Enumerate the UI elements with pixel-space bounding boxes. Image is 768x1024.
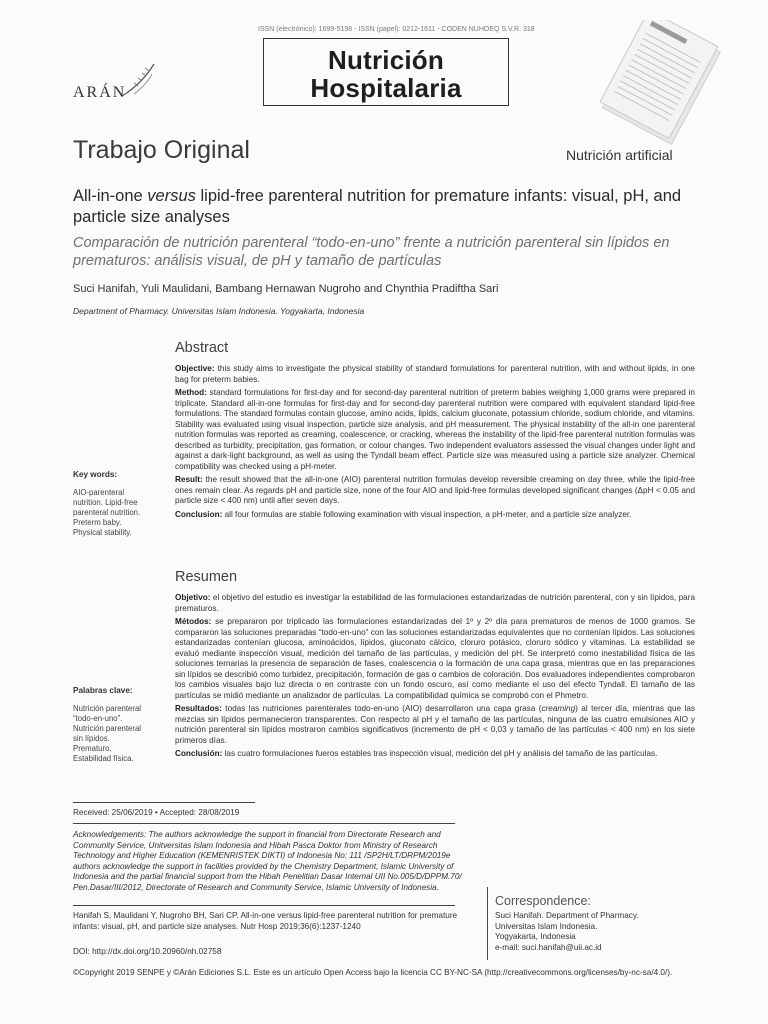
abstract-heading: Abstract: [175, 340, 229, 356]
journal-cover-image: [585, 20, 735, 150]
authors: Suci Hanifah, Yuli Maulidani, Bambang Hernawan Nugroho and Chynthia Pradiftha Sari: [73, 283, 499, 295]
correspondence-details: [495, 911, 639, 953]
correspondence-line: Universitas Islam Indonesia.: [495, 921, 598, 931]
label: Conclusion:: [175, 509, 223, 519]
label: Métodos:: [175, 617, 212, 626]
article-title-spanish: Comparación de nutrición parenteral “todo-en-uno” frente a nutrición parenteral sin lípidos en prematuros: análisis visual, de pH y tamaño de partículas: [73, 235, 670, 269]
resumen-conclusion: [175, 749, 695, 760]
title-en-part: All-in-one: [73, 187, 148, 205]
divider: [73, 802, 255, 803]
text: las cuatro formulaciones fueros estables tras inspección visual, medición del pH y análisis del tamaño de las partículas.: [222, 749, 658, 758]
text: ) al tercer día, mientras que las mezclas sin lípidos permanecieron transparentes. Con respecto al pH y el tamaño de las partículas, ninguna de las cuatro emulsiones AIO y nutrición parenteral sin lípidos mostraron cambios significativos (incremento de pH < 0,03 y tamaño de las partículas < 400 nm) en los siete primeros días.: [175, 704, 695, 745]
text: the result showed that the all-in-one (AIO) parenteral nutrition formulas develop reversible creaming on day three, while the lipid-free ones remain clear. As regards pH and particle size, none of the four AIO and lipid-free formulas developed significant changes (ΔpH < 0.05 and particle size < 400 nm) until after seven days.: [175, 475, 695, 505]
keywords-title: Key words:: [73, 470, 118, 479]
abstract-method: [175, 388, 695, 472]
title-en-part: lipid-free parenteral nutrition for premature infants: visual, pH, and particle size analyses: [73, 187, 682, 226]
doi-link[interactable]: DOI: http://dx.doi.org/10.20960/nh.02758: [73, 947, 222, 956]
copyright-notice: ©Copyright 2019 SENPE y ©Arán Ediciones S.L. Este es un artículo Open Access bajo la licencia CC BY-NC-SA (http://creativecommons.org/licenses/by-nc-sa/4.0/).: [73, 968, 673, 977]
received-accepted-dates: Received: 25/06/2019 • Accepted: 28/08/2019: [73, 808, 240, 817]
resumen-heading: Resumen: [175, 569, 238, 585]
journal-masthead: [263, 38, 509, 106]
resumen-objective: [175, 593, 695, 614]
label: Objetivo:: [175, 593, 211, 602]
title-en-emphasis: versus: [147, 187, 196, 205]
issn-line: ISSN (electrónico): 1699-5198 - ISSN (papel): 0212-1611 - CODEN NUHOEQ S.V.R. 318: [258, 26, 535, 33]
correspondence-line: Suci Hanifah. Department of Pharmacy.: [495, 911, 639, 920]
publisher-logo: ARÁN: [73, 84, 127, 101]
article-title-english: [73, 186, 713, 228]
label: Objective:: [175, 364, 215, 373]
section-label: Trabajo Original: [73, 136, 250, 164]
divider: [73, 823, 455, 824]
emphasis: creaming: [541, 704, 576, 713]
palabras-clave-title: Palabras clave:: [73, 686, 133, 695]
divider: [73, 905, 455, 906]
abstract-objective: [175, 364, 695, 385]
resumen-result: [175, 704, 695, 746]
resumen-body: [175, 593, 695, 763]
label: Method:: [175, 388, 207, 397]
affiliation: Department of Pharmacy. Universitas Islam Indonesia. Yogyakarta, Indonesia: [73, 306, 365, 316]
text: all four formulas are stable following examination with visual inspection, a pH-meter, and a particle size analyzer.: [222, 509, 632, 519]
abstract-conclusion: [175, 510, 695, 521]
keywords-list: AIO-parenteral nutrition. Lipid-free parenteral nutrition. Preterm baby. Physical stability.: [73, 488, 141, 537]
journal-title-line1: Nutrición: [328, 45, 444, 75]
text: this study aims to investigate the physical stability of standard formulations for parenteral nutrition, with and without lipids, in one bag for preterm babies.: [175, 364, 695, 384]
journal-title-line2: Hospitalaria: [310, 73, 462, 103]
text: todas las nutriciones parenterales todo-en-uno (AIO) desarrollaron una capa grasa (: [221, 704, 542, 713]
correspondence-line: Yogyakarta, Indonesia: [495, 932, 576, 941]
resumen-method: [175, 617, 695, 701]
label: Conclusión:: [175, 749, 223, 758]
palabras-clave-list: Nutrición parenteral “todo-en-uno”. Nutrición parenteral sin lípidos. Prematuro. Estabilidad física.: [73, 704, 142, 763]
label: Result:: [175, 475, 203, 484]
correspondence-title: Correspondence:: [495, 894, 591, 908]
abstract-result: [175, 475, 695, 507]
acknowledgements: Acknowledgements: The authors acknowledge the support in financial from Directorate Research and Community Service, Unitversitas Islam Indonesia and Hibah Pasca Doktor from Ministry of Research Technology and Higher Education (KEMENRISTEK DIKTI) of Indonesia No: 111 /SP2H/LT/DRPM/2019e authors acknowledge the support in facilities provided by the Chemistry Department, Islamic University of Indonesia and the partial financial support from the Hibah Penelitian Dasar Internal UII No.005/D/DPPM.70/ Pen.Dasar/III/2012, Directorate of Research and Community Service, Islamic University of Indonesia.: [73, 830, 462, 892]
label: Resultados:: [175, 704, 222, 713]
abstract-body: [175, 364, 695, 523]
citation: Hanifah S, Maulidani Y, Nugroho BH, Sari CP. All-in-one versus lipid-free parenteral nutrition for premature infants: visual, pH, and particle size analyses. Nutr Hosp 2019;36(6):1237-1240: [73, 911, 458, 931]
category-label: Nutrición artificial: [566, 147, 673, 163]
text: se prepararon por triplicado las formulaciones estandarizadas del 1º y 2º día para prematuros de menos de 1000 gramos. Se compararon las soluciones preparadas “todo-en-uno” con las soluciones estandarizadas equivalentes que no contenían lípidos. Las soluciones estandarizadas contenían glucosa, aminoácidos, lípidos, gluconato cálcico, cloruro potásico, cloruro sódico y vitaminas. La estabilidad se evaluó mediante inspección visual, medición del tamaño de las partículas, y medición del pH. Se interpretó como inestabilidad física de las soluciones ternarias la presencia de separación de fases, coalescencia o la formación de una capa grasa, mientras que en las preparaciones sin lípidos se describió como turbidez, precipitación, formación de gas o cambios de coloración. Dos evaluadores independientes comprobaron los cambios visuales bajo luz directa o en contraste con un fondo oscuro, así como mediante el uso del efecto Tyndall. El tamaño de las partículas se midió mediante un analizador de partículas. La compatibilidad química se comprobó con el Phmetro.: [175, 617, 695, 700]
text: standard formulations for first-day and for second-day parenteral nutrition of preterm babies weighing 1,000 grams were prepared in triplicate. Standard all-in-one formulas for first-day and for second-day parenteral nutrition were compared with equivalent standard lipid-free formulations. The standard formulas contain glucose, amino acids, lipids, calcium gluconate, potassium chloride, sodium chloride, and vitamins. Stability was evaluated using visual inspection, particle size analysis, and pH measurement. The physical instability of the all-in one parenteral nutrition formulas was reported as creaming, coalescence, or cracking, whereas the instability of the lipid-free parenteral nutrition formulas was described as turbidity, precipitation, gas formation, or colour changes. Two independent evaluators assessed the visual changes under light and against a dark-light background, as well as using the Tyndall beam effect. Particle size was measured using a particle size analyzer. Chemical compatibility was checked using a pH-meter.: [175, 388, 695, 471]
divider: [487, 887, 488, 960]
text: el objetivo del estudio es investigar la estabilidad de las formulaciones estandarizadas de nutrición parenteral, con y sin lípidos, para prematuros.: [175, 593, 695, 613]
correspondence-email[interactable]: e-mail: suci.hanifah@uii.ac.id: [495, 942, 602, 952]
